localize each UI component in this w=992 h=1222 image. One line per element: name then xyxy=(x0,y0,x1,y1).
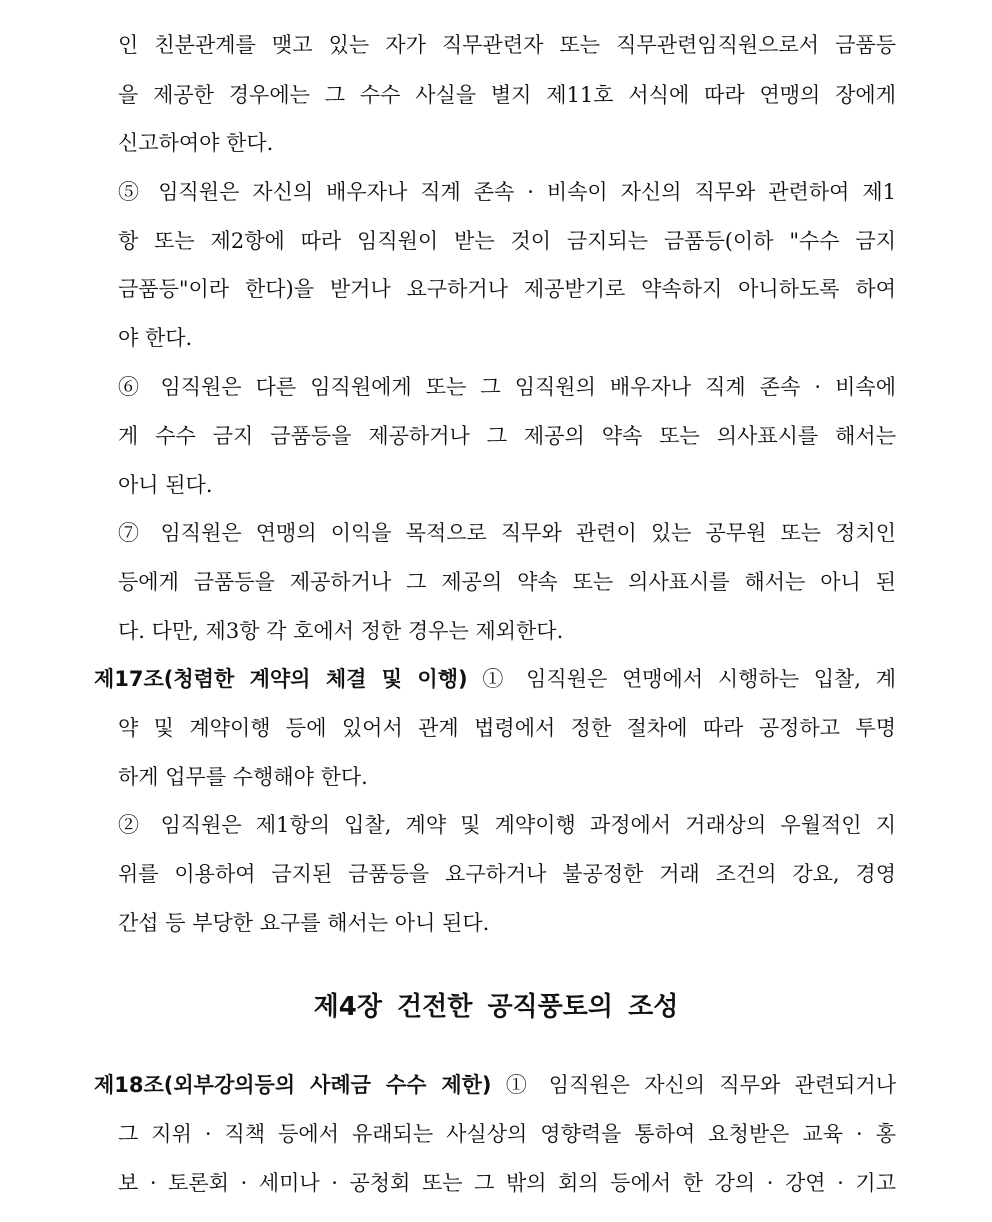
paragraph-line: 인 친분관계를 맺고 있는 자가 직무관련자 또는 직무관련임직원으로서 금품등 xyxy=(118,33,896,57)
paragraph-line: 다. 다만, 제3항 각 호에서 정한 경우는 제외한다. xyxy=(118,619,564,643)
clause-7-line: ⑦ 임직원은 연맹의 이익을 목적으로 직무와 관련이 있는 공무원 또는 정치인 xyxy=(118,521,896,545)
paragraph-line: 간섭 등 부당한 요구를 해서는 아니 된다. xyxy=(118,911,490,935)
paragraph-line: 항 또는 제2항에 따라 임직원이 받는 것이 금지되는 금품등(이하 "수수 금지 xyxy=(118,229,896,253)
article-17-title: 제17조(청렴한 계약의 체결 및 이행) xyxy=(94,667,468,691)
article-17-clause-1: ① 임직원은 연맹에서 시행하는 입찰, 계 xyxy=(467,667,896,691)
article-17-line xyxy=(94,664,896,694)
paragraph-line: 하게 업무를 수행해야 한다. xyxy=(118,765,368,789)
paragraph-line: 게 수수 금지 금품등을 제공하거나 그 제공의 약속 또는 의사표시를 해서는 xyxy=(118,424,896,448)
chapter-heading: 제4장 건전한 공직풍토의 조성 xyxy=(313,992,679,1022)
clause-5-line: ⑤ 임직원은 자신의 배우자나 직계 존속 · 비속이 자신의 직무와 관련하여 제1 xyxy=(118,180,896,204)
paragraph-line: 을 제공한 경우에는 그 수수 사실을 별지 제11호 서식에 따라 연맹의 장에게 xyxy=(118,83,896,107)
article-18-title: 제18조(외부강의등의 사례금 수수 제한) xyxy=(94,1073,492,1097)
paragraph-line: 보 · 토론회 · 세미나 · 공청회 또는 그 밖의 회의 등에서 한 강의 · 강연 · 기고 xyxy=(118,1171,896,1195)
article-18-clause-1: ① 임직원은 자신의 직무와 관련되거나 xyxy=(491,1073,896,1097)
paragraph-line: 아니 된다. xyxy=(118,473,213,497)
article-18-line xyxy=(94,1070,896,1100)
clause-6-line: ⑥ 임직원은 다른 임직원에게 또는 그 임직원의 배우자나 직계 존속 · 비속에 xyxy=(118,375,896,399)
paragraph-line: 약 및 계약이행 등에 있어서 관계 법령에서 정한 절차에 따라 공정하고 투명 xyxy=(118,716,896,740)
paragraph-line: 신고하여야 한다. xyxy=(118,131,274,155)
paragraph-line: 위를 이용하여 금지된 금품등을 요구하거나 불공정한 거래 조건의 강요, 경영 xyxy=(118,862,896,886)
paragraph-line: 금품등"이라 한다)을 받거나 요구하거나 제공받기로 약속하지 아니하도록 하여 xyxy=(118,277,896,301)
paragraph-line: 그 지위 · 직책 등에서 유래되는 사실상의 영향력을 통하여 요청받은 교육 · 홍 xyxy=(118,1122,896,1146)
paragraph-line: 야 한다. xyxy=(118,326,193,350)
article-17-clause-2-line: ② 임직원은 제1항의 입찰, 계약 및 계약이행 과정에서 거래상의 우월적인 지 xyxy=(118,813,896,837)
paragraph-line: 등에게 금품등을 제공하거나 그 제공의 약속 또는 의사표시를 해서는 아니 된 xyxy=(118,570,896,594)
